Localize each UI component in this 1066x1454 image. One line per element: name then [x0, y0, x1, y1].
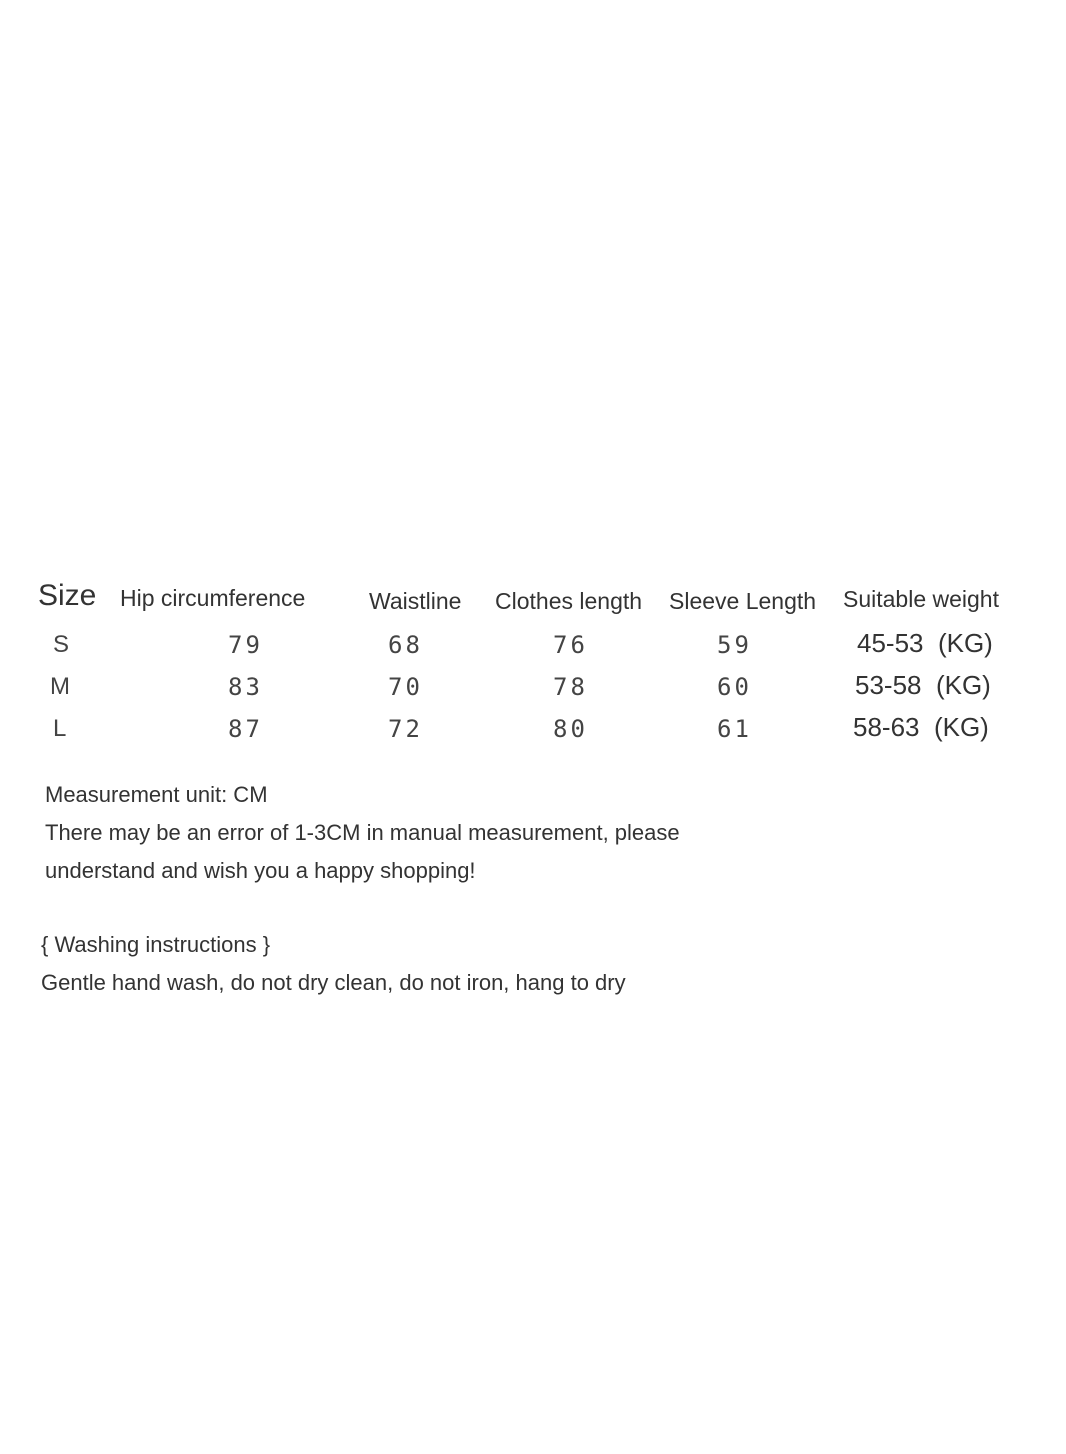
header-sleeve: Sleeve Length — [669, 588, 817, 614]
row-sleeve: 61 — [717, 715, 752, 743]
row-length: 76 — [553, 631, 588, 659]
header-length: Clothes length — [495, 588, 643, 614]
row-size: L — [53, 715, 67, 742]
header-hip: Hip circumference — [120, 585, 306, 611]
row-waist: 70 — [388, 673, 423, 701]
washing-title: { Washing instructions } — [41, 932, 271, 957]
row-hip: 83 — [228, 673, 263, 701]
row-size: S — [53, 631, 70, 658]
row-hip: 87 — [228, 715, 263, 743]
row-length: 80 — [553, 715, 588, 743]
header-waist: Waistline — [369, 588, 462, 614]
row-waist: 68 — [388, 631, 423, 659]
measurement-unit: Measurement unit: CM — [45, 782, 268, 807]
measurement-error-line-2: understand and wish you a happy shopping! — [45, 858, 476, 883]
washing-text: Gentle hand wash, do not dry clean, do not iron, hang to dry — [41, 970, 626, 995]
header-weight: Suitable weight — [843, 586, 999, 612]
row-weight: 58-63 (KG) — [853, 712, 989, 742]
measurement-error-line-1: There may be an error of 1-3CM in manual measurement, please — [45, 820, 680, 845]
row-waist: 72 — [388, 715, 423, 743]
row-sleeve: 59 — [717, 631, 752, 659]
row-weight: 45-53 (KG) — [857, 628, 993, 658]
row-length: 78 — [553, 673, 588, 701]
header-size: Size — [38, 579, 97, 612]
row-hip: 79 — [228, 631, 263, 659]
row-weight: 53-58 (KG) — [855, 670, 991, 700]
row-size: M — [50, 673, 70, 700]
row-sleeve: 60 — [717, 673, 752, 701]
